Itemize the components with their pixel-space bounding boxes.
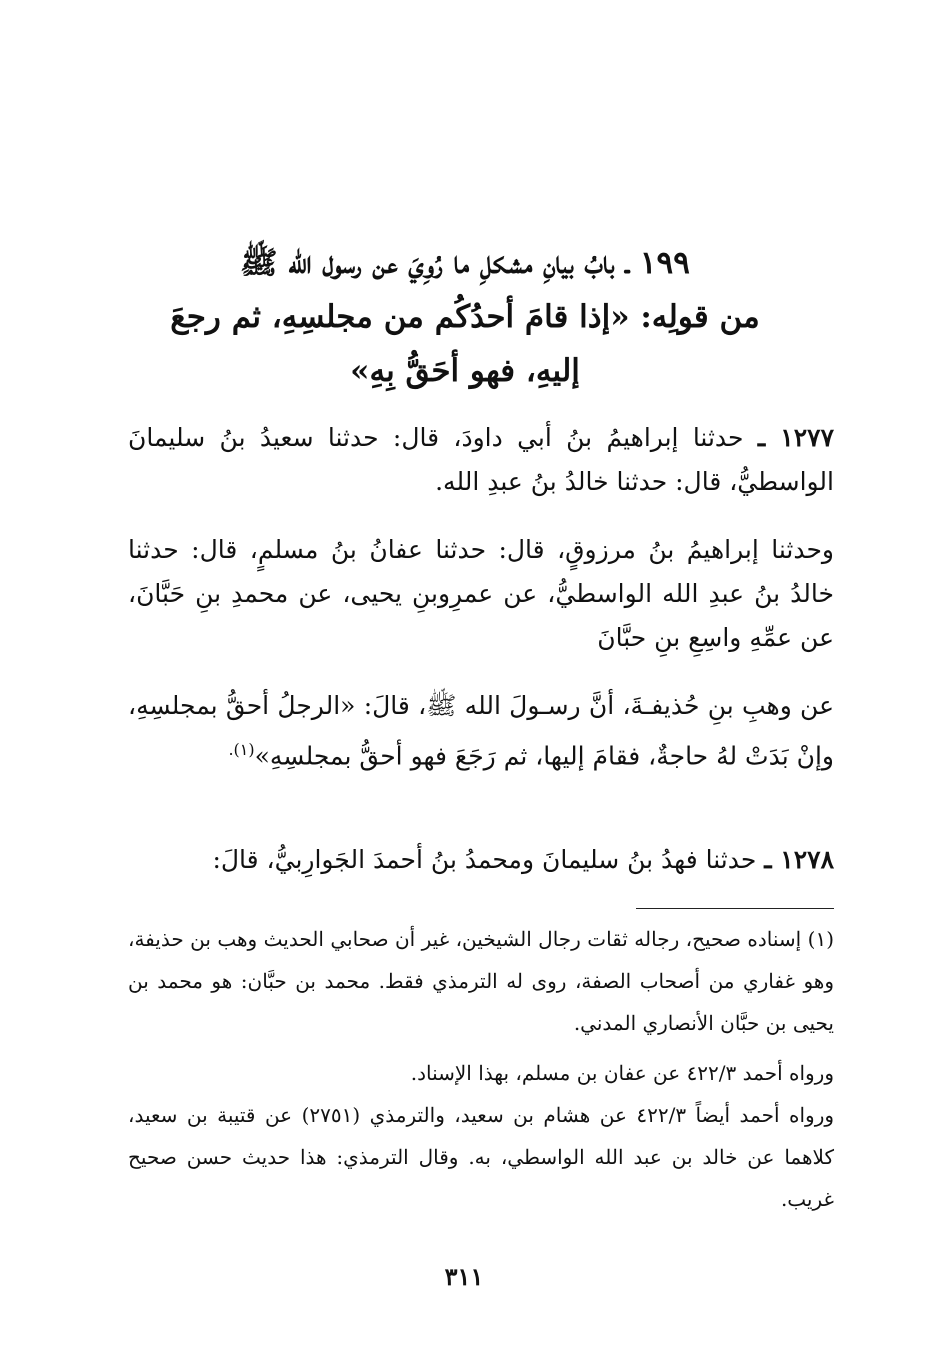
footnote-3: ورواه أحمد أيضاً ٤٢٢/٣ عن هشام بن سعيد، والترمذي (٢٧٥١) عن قتيبة بن سعيد، كلاهما عن خالد بن عبد الله الواسطي، به. وقال الترمذي: هذا حديث حسن صحيح غريب. [128, 1103, 835, 1211]
hadith-number: ١٢٧٨ ـ [764, 845, 834, 874]
chapter-title-line-3: إليهِ، فهو أحَقُّ بِهِ» [350, 353, 580, 389]
hadith-matn-paragraph [128, 684, 834, 778]
second-chain-paragraph [128, 528, 834, 660]
hadith-1277-paragraph [128, 416, 834, 504]
chapter-heading [120, 236, 810, 398]
footnote-separator [636, 908, 834, 909]
footnote-2: ورواه أحمد ٤٢٢/٣ عن عفان بن مسلم، بهذا الإسناد. [410, 1061, 834, 1085]
chain-text: وحدثنا إبراهيمُ بنُ مرزوقٍ، قال: حدثنا عفانُ بنُ مسلمٍ، قال: حدثنا خالدُ بنُ عبدِ الله الواسطيُّ، عن عمرِوبنِ يحيى، عن محمدِ بنِ حَبَّانَ، عن عمِّهِ واسِعِ بنِ حبَّانَ [128, 535, 834, 652]
hadith-1278-paragraph [128, 838, 834, 882]
footnote-1: (١) إسناده صحيح، رجاله ثقات رجال الشيخين، غير أن صحابي الحديث وهب بن حذيفة، وهو غفاري من أصحاب الصفة، روى له الترمذي فقط. محمد بن حبَّان: هو محمد بن يحيى بن حبَّان الأنصاري المدني. [128, 927, 834, 1035]
chapter-title-line-1: ١٩٩ ـ بابُ بيانِ مشكلِ ما رُوِيَ عن رسول الله ﷺ [240, 245, 690, 281]
hadith-number: ١٢٧٧ ـ [757, 423, 834, 452]
hadith-text: حدثنا إبراهيمُ بنُ أبي داودَ، قال: حدثنا سعيدُ بنُ سليمانَ الواسطيُّ، قال: حدثنا خالدُ بنُ عبدِ الله. [128, 423, 834, 496]
footnote-marker: (١). [228, 740, 255, 759]
page-number: ٣١١ [444, 1262, 484, 1291]
matn-text: عن وهبِ بنِ حُذيفـةَ، أنَّ رسـولَ الله ﷺ، قالَ: «الرجلُ أحقُّ بمجلسِهِ، وإنْ بَدَتْ لهُ حاجةٌ، فقامَ إليها، ثم رَجَعَ فهو أحقُّ بمجلسِهِ» [128, 691, 834, 771]
chapter-title-line-2: من قولِه: «إذا قامَ أحدُكُم من مجلسِهِ، ثم رجعَ [170, 299, 760, 335]
hadith-text: حدثنا فهدُ بنُ سليمانَ ومحمدُ بنُ أحمدَ الجَوارِبيُّ، قالَ: [212, 845, 757, 874]
